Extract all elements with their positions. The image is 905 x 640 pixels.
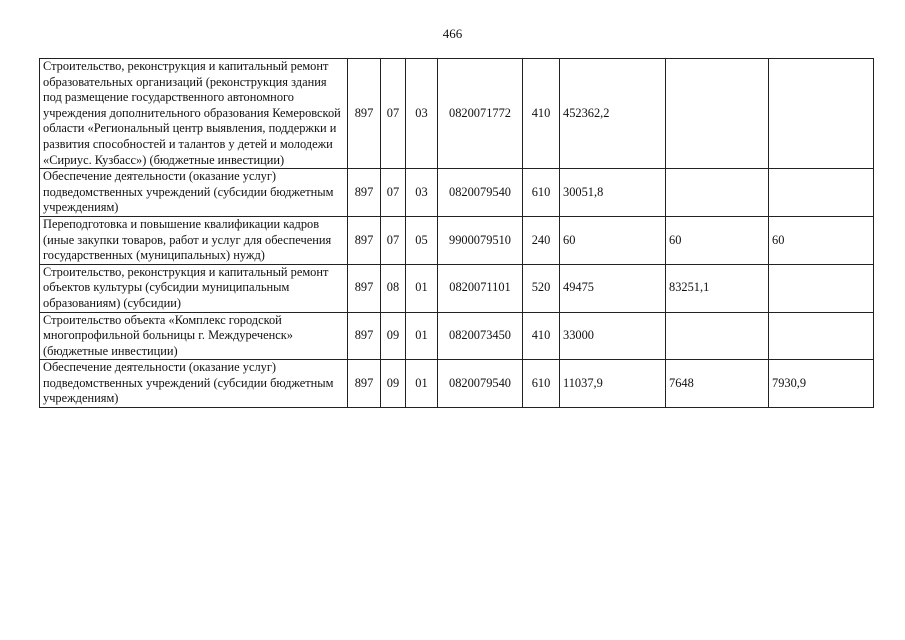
cell-amount-2 <box>666 169 769 217</box>
cell-amount-3 <box>769 264 874 312</box>
table-row <box>40 59 874 169</box>
cell-amount-2: 83251,1 <box>666 264 769 312</box>
cell-description: Обеспечение деятельности (оказание услуг) подведомственных учреждений (субсидии бюджетным учреждениям) <box>40 360 348 408</box>
cell-target-article: 0820079540 <box>438 360 523 408</box>
cell-expense-type: 610 <box>523 169 560 217</box>
cell-expense-type: 240 <box>523 216 560 264</box>
cell-amount-3 <box>769 169 874 217</box>
cell-expense-type: 610 <box>523 360 560 408</box>
cell-ministry-code: 897 <box>348 169 381 217</box>
budget-table <box>39 58 874 408</box>
cell-section-code: 07 <box>381 216 406 264</box>
cell-description: Строительство объекта «Комплекс городской многопрофильной больницы г. Междуреченск» (бюджетные инвестиции) <box>40 312 348 360</box>
cell-amount-2 <box>666 59 769 169</box>
table-row <box>40 216 874 264</box>
cell-amount-1: 452362,2 <box>560 59 666 169</box>
table-body <box>40 59 874 408</box>
cell-description: Обеспечение деятельности (оказание услуг) подведомственных учреждений (субсидии бюджетным учреждениям) <box>40 169 348 217</box>
cell-ministry-code: 897 <box>348 216 381 264</box>
cell-amount-1: 30051,8 <box>560 169 666 217</box>
cell-section-code: 08 <box>381 264 406 312</box>
cell-ministry-code: 897 <box>348 264 381 312</box>
cell-subsection-code: 05 <box>406 216 438 264</box>
cell-section-code: 07 <box>381 59 406 169</box>
table-row <box>40 264 874 312</box>
cell-target-article: 0820073450 <box>438 312 523 360</box>
cell-amount-3: 7930,9 <box>769 360 874 408</box>
cell-section-code: 09 <box>381 360 406 408</box>
cell-target-article: 0820079540 <box>438 169 523 217</box>
cell-amount-1: 11037,9 <box>560 360 666 408</box>
table-row <box>40 312 874 360</box>
cell-amount-2 <box>666 312 769 360</box>
table-row <box>40 360 874 408</box>
cell-subsection-code: 03 <box>406 169 438 217</box>
cell-section-code: 07 <box>381 169 406 217</box>
cell-amount-2: 7648 <box>666 360 769 408</box>
cell-amount-1: 60 <box>560 216 666 264</box>
cell-target-article: 0820071101 <box>438 264 523 312</box>
cell-amount-3: 60 <box>769 216 874 264</box>
cell-amount-3 <box>769 59 874 169</box>
cell-subsection-code: 01 <box>406 360 438 408</box>
cell-amount-2: 60 <box>666 216 769 264</box>
cell-subsection-code: 01 <box>406 264 438 312</box>
cell-expense-type: 410 <box>523 59 560 169</box>
cell-subsection-code: 01 <box>406 312 438 360</box>
cell-section-code: 09 <box>381 312 406 360</box>
cell-amount-1: 33000 <box>560 312 666 360</box>
cell-description: Строительство, реконструкция и капитальный ремонт объектов культуры (субсидии муниципальным образованиям) (субсидии) <box>40 264 348 312</box>
page-number: 466 <box>442 26 463 41</box>
cell-amount-3 <box>769 312 874 360</box>
cell-expense-type: 410 <box>523 312 560 360</box>
cell-amount-1: 49475 <box>560 264 666 312</box>
cell-ministry-code: 897 <box>348 360 381 408</box>
cell-ministry-code: 897 <box>348 59 381 169</box>
table-row <box>40 169 874 217</box>
cell-expense-type: 520 <box>523 264 560 312</box>
cell-target-article: 0820071772 <box>438 59 523 169</box>
cell-ministry-code: 897 <box>348 312 381 360</box>
cell-description: Переподготовка и повышение квалификации кадров (иные закупки товаров, работ и услуг для обеспечения государственных (муниципальных) нужд) <box>40 216 348 264</box>
cell-description: Строительство, реконструкция и капитальный ремонт образовательных организаций (реконструкция здания под размещение государственного автономного учреждения дополнительного образования Кемеровской области «Региональный центр выявления, поддержки и развития способностей и талантов у детей и молодежи «Сириус. Кузбасс») (бюджетные инвестиции) <box>40 59 348 169</box>
cell-subsection-code: 03 <box>406 59 438 169</box>
cell-target-article: 9900079510 <box>438 216 523 264</box>
